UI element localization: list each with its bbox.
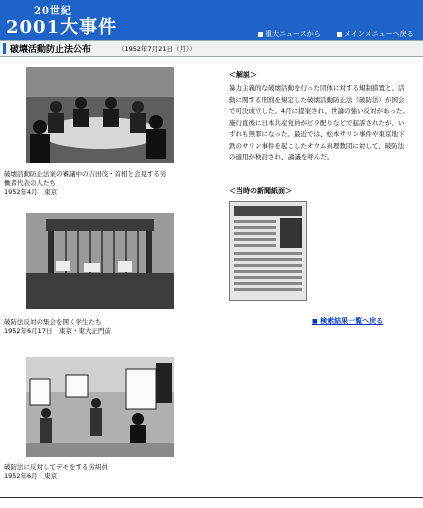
back-to-results-link[interactable]: ■ 検索結果一覧へ戻る xyxy=(312,317,384,325)
photo-meeting xyxy=(26,67,174,163)
square-bullet-icon xyxy=(337,32,342,37)
logo-subtitle: 20世紀 xyxy=(34,6,72,17)
newspaper-label: ＜当時の新聞紙面＞ xyxy=(229,187,292,195)
page-title-bar xyxy=(0,40,423,57)
footer-divider xyxy=(0,497,423,498)
photo-caption-3: 破防法に反対してデモをする労組員 1952年6月 東京 xyxy=(4,463,108,480)
photo-caption-1: 破壊活動防止法案の審議中の吉田茂・首相と会見する労 働者代表の人たち 1952年4月 東京 xyxy=(4,170,167,196)
site-header xyxy=(0,0,423,40)
newspaper-image[interactable] xyxy=(229,201,307,301)
explanation-label: ＜解説＞ xyxy=(229,71,257,79)
page-title: 破壊活動防止法公布 xyxy=(10,45,92,55)
event-date: （1952年7月21日（月）） xyxy=(118,45,196,53)
square-bullet-icon xyxy=(258,32,263,37)
explanation-text: 暴力主義的な破壊活動を行った団体に対する規制措置と、活動に関する刑罰を規定した破壊活動防止法（破防法）が国会で可決成立した。4月に提案され、世論の強い反対があった。施行直後に日本共産党員がビラ配りなどで起訴されたが、いずれも無罪になった。最近では、松本サリン事件や東京地下鉄のサリン事件を起こしたオウム真理教団に対して、破防法の適用が検討され、論議を呼んだ。 xyxy=(229,84,409,161)
photo-caption-2: 破防法反対の集会を開く学生たち 1952年6月17日 東京・東大正門前 xyxy=(4,318,111,335)
site-logo[interactable]: 2001大事件 xyxy=(6,17,118,38)
title-accent-bar xyxy=(3,43,6,54)
photo-university-gate xyxy=(26,213,174,309)
nav-important-news[interactable]: 重大ニュースから xyxy=(258,29,321,39)
photo-demonstration xyxy=(26,357,174,457)
nav-main-menu[interactable]: メインメニューへ戻る xyxy=(337,29,414,39)
